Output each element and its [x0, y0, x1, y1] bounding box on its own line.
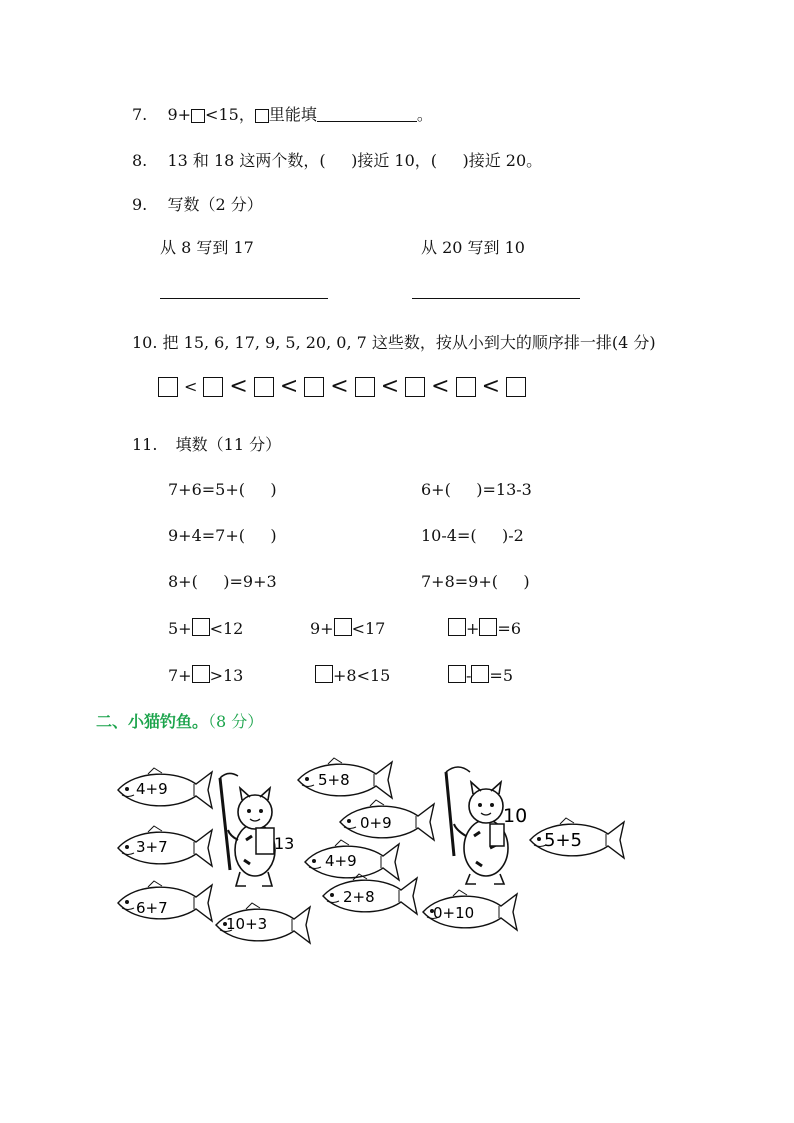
fish-expression: 3+7	[136, 838, 168, 856]
q11-text: 9+	[310, 619, 334, 638]
q11-text: +	[466, 619, 480, 638]
fish[interactable]	[118, 768, 212, 808]
q7-answer-line[interactable]	[317, 121, 417, 122]
q11-equation-boxes	[448, 618, 521, 638]
answer-box[interactable]	[192, 665, 210, 683]
fish-expression: 5+8	[318, 771, 350, 789]
fish-expression: 10+3	[226, 915, 268, 933]
question-10	[132, 330, 656, 353]
q11-text: 5+	[168, 619, 192, 638]
answer-box-symbol	[255, 109, 269, 123]
q9-left-answer-line[interactable]	[160, 298, 328, 299]
q11-equation: 6+( )=13-3	[421, 480, 532, 499]
question-7	[132, 102, 433, 125]
q11-equation: 8+( )=9+3	[168, 572, 277, 591]
q11-text: =5	[489, 666, 513, 685]
section-2-heading	[96, 709, 263, 732]
less-than-sign: <	[380, 374, 400, 399]
q11-text: <17	[351, 619, 386, 638]
right-cat-icon	[446, 767, 508, 884]
q11-equation: 10-4=( )-2	[421, 526, 524, 545]
fish-expression: 4+9	[325, 852, 357, 870]
less-than-sign: <	[229, 374, 248, 399]
fish-expression: 2+8	[343, 888, 375, 906]
less-than-sign: <	[330, 374, 349, 399]
order-box[interactable]	[254, 377, 274, 397]
order-box[interactable]	[355, 377, 375, 397]
right-cat-number: 10	[503, 805, 528, 827]
left-cat-icon	[220, 773, 275, 886]
order-box[interactable]	[158, 377, 178, 397]
fish[interactable]	[530, 818, 624, 858]
q11-text: <12	[209, 619, 244, 638]
fish-expression: 0+9	[360, 814, 392, 832]
q7-mid: <15，	[205, 105, 255, 124]
q11-equation: 9+4=7+( )	[168, 526, 277, 545]
answer-box[interactable]	[315, 665, 333, 683]
q11-text: -	[466, 666, 472, 685]
order-box[interactable]	[203, 377, 223, 397]
order-box[interactable]	[456, 377, 476, 397]
q11-equation: 7+6=5+( )	[168, 480, 277, 499]
fish[interactable]	[118, 826, 212, 866]
answer-box[interactable]	[448, 618, 466, 636]
q11-equation-boxes	[448, 665, 513, 685]
question-9	[132, 192, 263, 215]
answer-box[interactable]	[192, 618, 210, 636]
fish[interactable]	[423, 890, 517, 930]
left-cat-number: 13	[274, 834, 295, 853]
q11-inequality	[315, 665, 390, 685]
q10-order-row	[158, 374, 526, 399]
q11-number: 11.	[132, 435, 158, 454]
answer-box[interactable]	[334, 618, 352, 636]
fish-expression: 4+9	[136, 780, 168, 798]
question-8	[132, 148, 542, 171]
less-than-sign: <	[481, 374, 501, 399]
q11-equation: 7+8=9+( )	[421, 572, 530, 591]
fish[interactable]	[298, 758, 392, 798]
q9-left-prompt: 从 8 写到 17	[160, 238, 254, 257]
q11-inequality	[168, 618, 243, 638]
fish[interactable]	[323, 874, 417, 914]
q8-number: 8.	[132, 151, 148, 170]
q7-prefix: 9+	[167, 105, 192, 124]
q11-inequality	[310, 618, 385, 638]
q10-number: 10.	[132, 333, 158, 352]
answer-box[interactable]	[479, 618, 497, 636]
order-box[interactable]	[304, 377, 324, 397]
section-2-title: 二、小猫钓鱼。	[96, 712, 209, 731]
question-11	[132, 432, 281, 455]
q7-number: 7.	[132, 105, 148, 124]
q7-end: 。	[416, 105, 433, 124]
fish[interactable]	[305, 840, 399, 880]
q11-text: >13	[209, 666, 244, 685]
answer-box[interactable]	[471, 665, 489, 683]
less-than-sign: <	[431, 374, 450, 399]
answer-box[interactable]	[191, 109, 205, 123]
q9-title: 写数（2 分）	[167, 195, 263, 214]
q11-text: +8<15	[333, 666, 391, 685]
section-2-points: （8 分）	[208, 712, 264, 731]
cat-fishing-illustration	[0, 740, 794, 960]
q11-title: 填数（11 分）	[175, 435, 282, 454]
order-box[interactable]	[405, 377, 425, 397]
fish[interactable]	[216, 903, 310, 943]
answer-box[interactable]	[448, 665, 466, 683]
q10-text: 把 15, 6, 17, 9, 5, 20, 0, 7 这些数，按从小到大的顺序排一排(4 分)	[162, 333, 656, 352]
q7-suffix: 里能填	[268, 105, 317, 124]
fish-expression: 6+7	[136, 899, 168, 917]
less-than-sign: <	[279, 374, 299, 399]
order-box[interactable]	[506, 377, 526, 397]
q11-text: =6	[497, 619, 521, 638]
q11-inequality	[168, 665, 243, 685]
less-than-sign: <	[184, 377, 198, 396]
q9-number: 9.	[132, 195, 148, 214]
q9-right-answer-line[interactable]	[412, 298, 580, 299]
fish[interactable]	[118, 881, 212, 921]
q9-right-prompt: 从 20 写到 10	[421, 238, 525, 257]
fish[interactable]	[340, 800, 434, 840]
q8-text: 13 和 18 这两个数，( )接近 10，( )接近 20。	[167, 151, 543, 170]
q11-text: 7+	[168, 666, 192, 685]
fish-expression: 5+5	[544, 830, 582, 851]
fish-expression: 0+10	[433, 904, 475, 922]
